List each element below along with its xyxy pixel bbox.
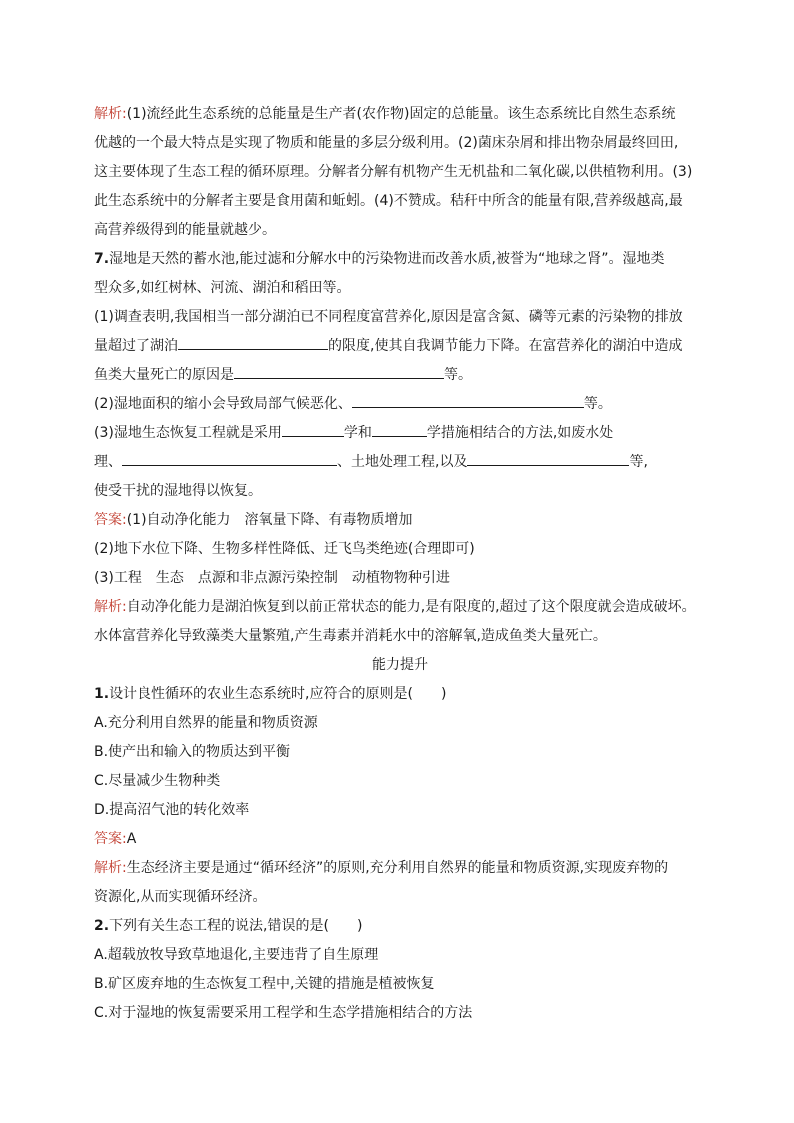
analysis-label: 解析:: [94, 106, 127, 122]
analysis-label: 解析:: [94, 860, 127, 876]
q6-analysis-line-4: 此生态系统中的分解者主要是食用菌和蚯蚓。(4)不赞成。秸秆中所含的能量有限,营养级越高,最: [94, 193, 683, 209]
question-number: 1.: [94, 686, 110, 702]
part-text: (3)湿地生态恢复工程就是采用: [94, 425, 282, 441]
mc2-option-c: C.对于湿地的恢复需要采用工程学和生态学措施相结合的方法: [94, 1005, 473, 1021]
q6-analysis-line-3: 这主要体现了生态工程的循环原理。分解者分解有机物产生无机盐和二氧化碳,以供植物利用。(3): [94, 164, 693, 180]
q7-part3-line-2: [94, 448, 706, 477]
part-text: 量超过了湖泊: [94, 338, 178, 354]
fill-blank[interactable]: [234, 363, 444, 379]
part-text: 、土地处理工程,以及: [337, 454, 468, 470]
fill-blank[interactable]: [467, 450, 629, 466]
answer-label: 答案:: [94, 831, 127, 847]
part-text: 学和: [343, 425, 372, 441]
q7-answer-line-1: [94, 506, 706, 535]
answer-text: A: [126, 831, 137, 847]
mc1-analysis-line-1: [94, 854, 706, 883]
analysis-label: 解析:: [94, 599, 127, 615]
part-text: 理、: [94, 454, 122, 470]
part-text: 等。: [583, 396, 612, 412]
q7-stem-line-1: [94, 245, 706, 274]
q7-part1-line-1: (1)调查表明,我国相当一部分湖泊已不同程度富营养化,原因是富含氮、磷等元素的污染物的排放: [94, 309, 683, 325]
part-text: 等。: [444, 367, 472, 383]
part-text: 等,: [629, 454, 648, 470]
mc1-answer: [94, 825, 706, 854]
fill-blank[interactable]: [372, 421, 427, 437]
part-text: 鱼类大量死亡的原因是: [94, 367, 234, 383]
mc2-option-b: B.矿区废弃地的生态恢复工程中,关键的措施是植被恢复: [94, 976, 435, 992]
mc1-analysis-line-2: 资源化,从而实现循环经济。: [94, 889, 267, 905]
analysis-text: (1)流经此生态系统的总能量是生产者(农作物)固定的总能量。该生态系统比自然生态系统: [126, 106, 676, 122]
mc2-stem: [94, 912, 706, 941]
q7-answer-line-2: (2)地下水位下降、生物多样性降低、迁飞鸟类绝迹(合理即可): [94, 541, 475, 557]
q7-part2-line: [94, 390, 706, 419]
mc1-option-b: B.使产出和输入的物质达到平衡: [94, 744, 291, 760]
q7-part1-line-2: [94, 332, 706, 361]
q7-analysis-line-2: 水体富营养化导致藻类大量繁殖,产生毒素并消耗水中的溶解氧,造成鱼类大量死亡。: [94, 628, 607, 644]
mc1-stem: [94, 680, 706, 709]
mc2-option-a: A.超载放牧导致草地退化,主要违背了自生原理: [94, 947, 379, 963]
stem-text: 湿地是天然的蓄水池,能过滤和分解水中的污染物进而改善水质,被誉为“地球之肾”。湿地类: [109, 251, 665, 267]
q7-part3-line-3: 使受干扰的湿地得以恢复。: [94, 483, 262, 499]
q7-part3-line-1: [94, 419, 706, 448]
q7-answer-line-3: (3)工程 生态 点源和非点源污染控制 动植物物种引进: [94, 570, 450, 586]
fill-blank[interactable]: [282, 421, 344, 437]
q6-analysis-line-5: 高营养级得到的能量就越少。: [94, 222, 276, 238]
stem-text: 下列有关生态工程的说法,错误的是( ): [109, 918, 363, 934]
question-number: 2.: [94, 918, 110, 934]
analysis-text: 自动净化能力是湖泊恢复到以前正常状态的能力,是有限度的,超过了这个限度就会造成破坏。: [126, 599, 696, 615]
fill-blank[interactable]: [178, 334, 328, 350]
q7-stem-line-2: 型众多,如红树林、河流、湖泊和稻田等。: [94, 280, 351, 296]
q7-part1-line-3: [94, 361, 706, 390]
q7-analysis-line-1: [94, 593, 706, 622]
mc1-option-a: A.充分利用自然界的能量和物质资源: [94, 715, 318, 731]
q6-analysis-line-1: [94, 100, 706, 129]
stem-text: 设计良性循环的农业生态系统时,应符合的原则是( ): [109, 686, 447, 702]
mc1-option-c: C.尽量减少生物种类: [94, 773, 221, 789]
document-content: [94, 100, 706, 1028]
fill-blank[interactable]: [352, 392, 584, 408]
mc1-option-d: D.提高沼气池的转化效率: [94, 802, 250, 818]
fill-blank[interactable]: [122, 450, 337, 466]
part-text: 学措施相结合的方法,如废水处: [426, 425, 614, 441]
question-number: 7.: [94, 251, 110, 267]
answer-text: (1)自动净化能力 溶氧量下降、有毒物质增加: [126, 512, 413, 528]
section-title: 能力提升: [372, 657, 428, 673]
q6-analysis-line-2: 优越的一个最大特点是实现了物质和能量的多层分级利用。(2)菌床杂屑和排出物杂屑最终回田,: [94, 135, 679, 151]
part-text: (2)湿地面积的缩小会导致局部气候恶化、: [94, 396, 352, 412]
answer-label: 答案:: [94, 512, 127, 528]
analysis-text: 生态经济主要是通过“循环经济”的原则,充分利用自然界的能量和物质资源,实现废弃物的: [126, 860, 669, 876]
part-text: 的限度,使其自我调节能力下降。在富营养化的湖泊中造成: [328, 338, 683, 354]
